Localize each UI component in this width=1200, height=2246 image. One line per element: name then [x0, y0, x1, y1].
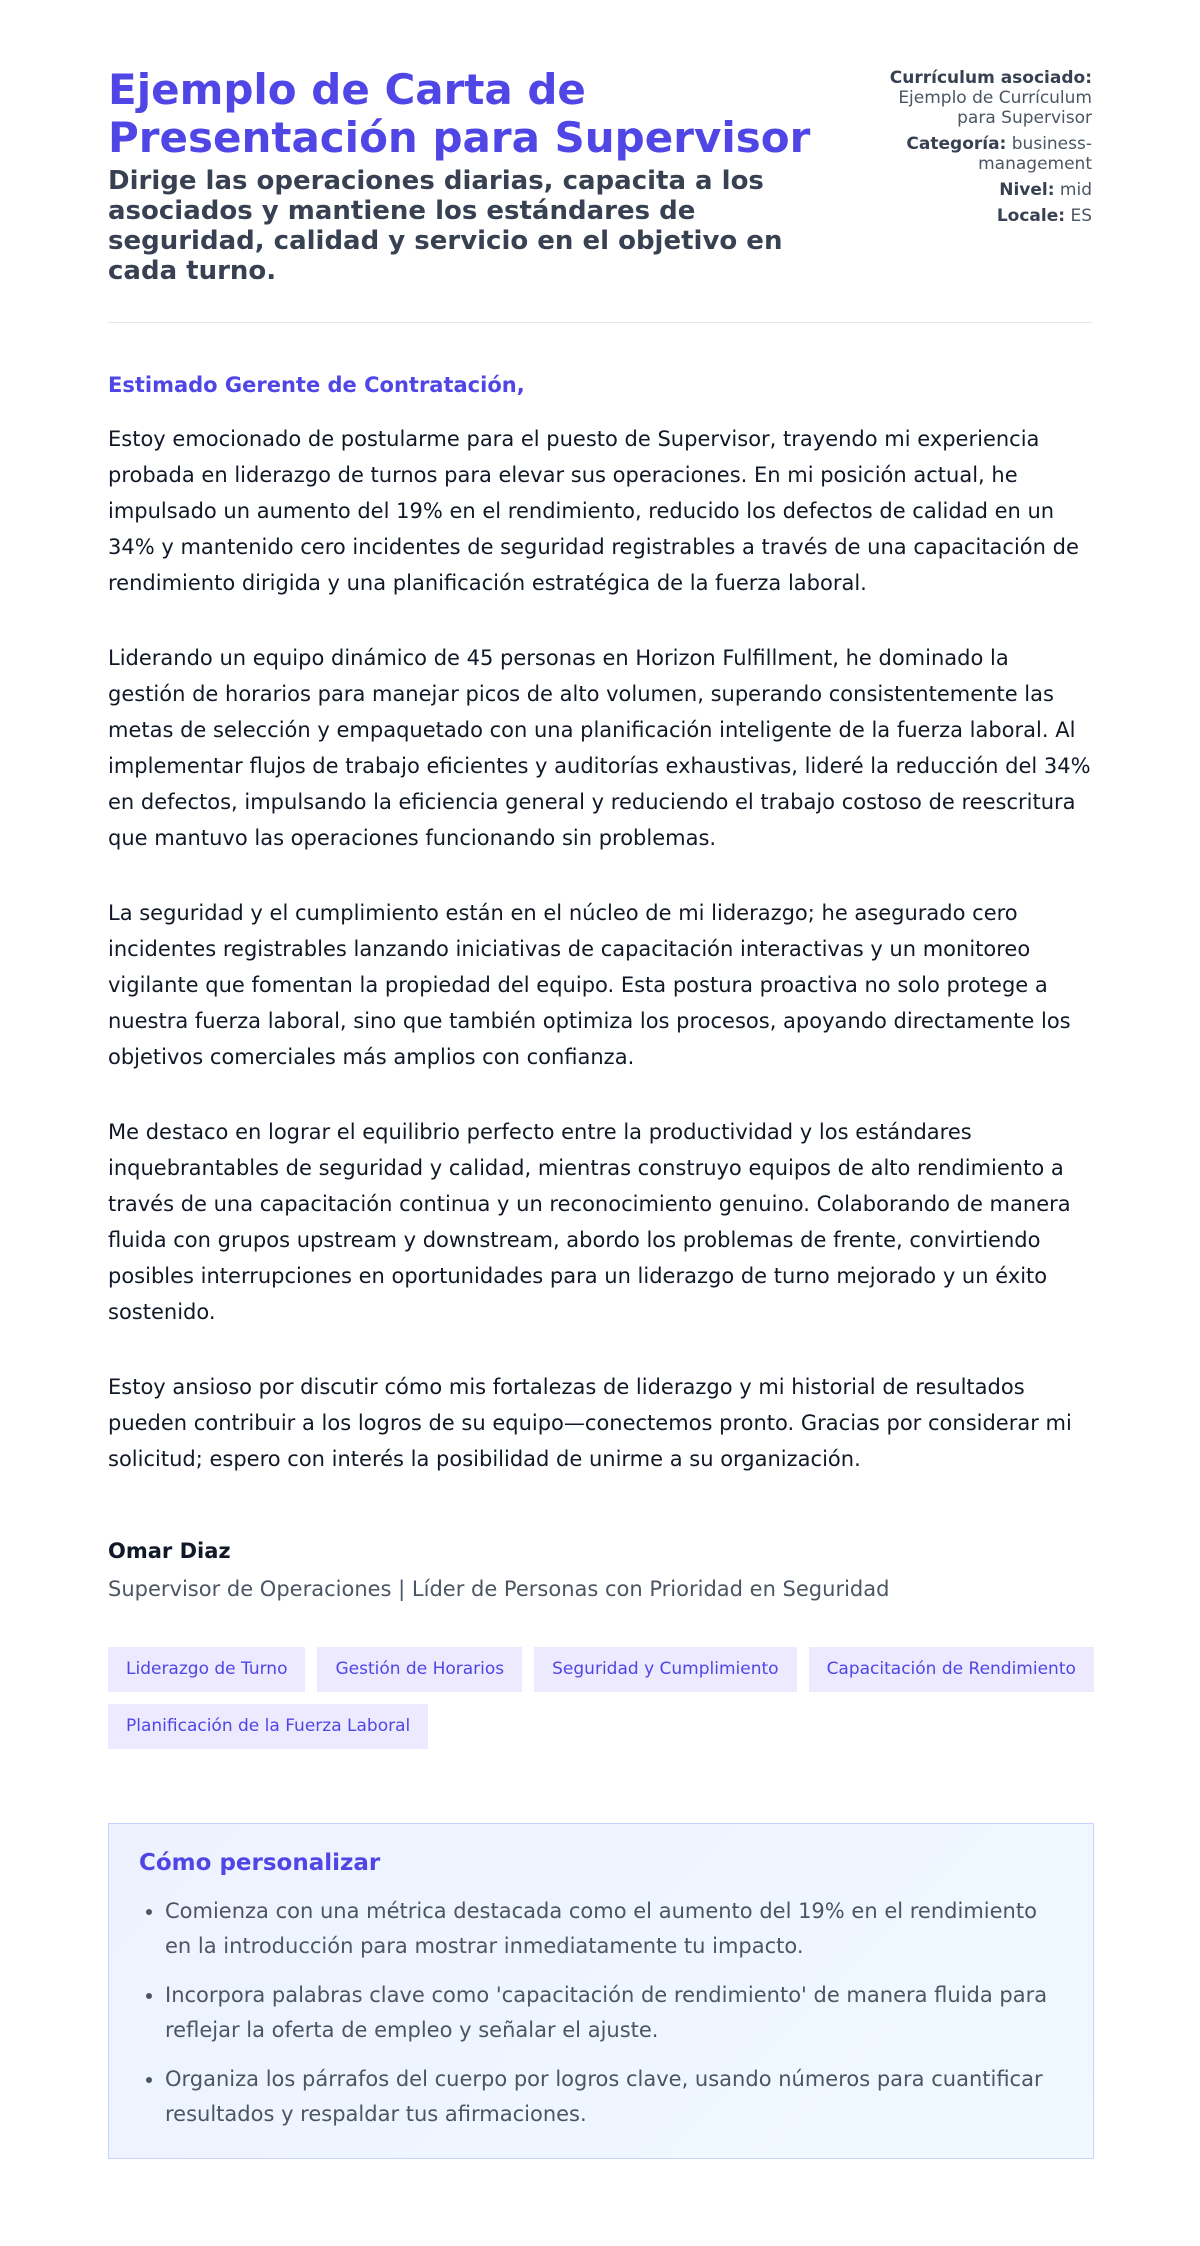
meta-level	[856, 180, 1092, 200]
letter-paragraph: Me destaco en lograr el equilibrio perfecto entre la productividad y los estándares inquebrantables de seguridad y calidad, mientras construyo equipos de alto rendimiento a través de una capacitación continua y un reconocimiento genuino. Colaborando de manera fluida con grupos upstream y downstream, abordo los problemas de frente, convirtiendo posibles interrupciones en oportunidades para un liderazgo de turno mejorado y un éxito sostenido.	[108, 1120, 1071, 1324]
meta-key: Nivel:	[999, 180, 1055, 200]
letter-paragraph: Estoy ansioso por discutir cómo mis fortalezas de liderazgo y mi historial de resultados pueden contribuir a los logros de su equipo—conectemos pronto. Gracias por considerar mi solicitud; espero con interés la posibilidad de unirme a su organización.	[108, 1375, 1072, 1471]
letter-greeting: Estimado Gerente de Contratación,	[108, 373, 525, 397]
meta-category	[856, 134, 1092, 174]
letter-paragraph: La seguridad y el cumplimiento están en el núcleo de mi liderazgo; he asegurado cero incidentes registrables lanzando iniciativas de capacitación interactivas y un monitoreo vigilante que fomentan la propiedad del equipo. Esta postura proactiva no solo protege a nuestra fuerza laboral, sino que también optimiza los procesos, apoyando directamente los objetivos comerciales más amplios con confianza.	[108, 901, 1071, 1069]
meta-locale	[856, 206, 1092, 226]
skill-tag: Liderazgo de Turno	[108, 1647, 305, 1692]
letter-paragraph: Estoy emocionado de postularme para el puesto de Supervisor, trayendo mi experiencia probada en liderazgo de turnos para elevar sus operaciones. En mi posición actual, he impulsado un aumento del 19% en el rendimiento, reducido los defectos de calidad en un 34% y mantenido cero incidentes de seguridad registrables a través de una capacitación de rendimiento dirigida y una planificación estratégica de la fuerza laboral.	[108, 427, 1079, 595]
skill-tag: Planificación de la Fuerza Laboral	[108, 1704, 428, 1749]
meta-key: Categoría:	[906, 134, 1007, 154]
page-subtitle: Dirige las operaciones diarias, capacita a los asociados y mantiene los estándares de seguridad, calidad y servicio en el objetivo en cada turno.	[108, 166, 783, 286]
meta-key: Locale:	[996, 206, 1066, 226]
tips-title: Cómo personalizar	[139, 1850, 381, 1876]
signer-title: Supervisor de Operaciones | Líder de Personas con Prioridad en Seguridad	[108, 1577, 890, 1601]
meta-value: business-management	[978, 134, 1092, 174]
signer-name: Omar Diaz	[108, 1539, 231, 1563]
header-title-block	[108, 66, 856, 286]
letter-paragraph: Liderando un equipo dinámico de 45 personas en Horizon Fulfillment, he dominado la gestión de horarios para manejar picos de alto volumen, superando consistentemente las metas de selección y empaquetado con una planificación inteligente de la fuerza laboral. Al implementar flujos de trabajo eficientes y auditorías exhaustivas, lideré la reducción del 34% en defectos, impulsando la eficiencia general y reduciendo el trabajo costoso de reescritura que mantuvo las operaciones funcionando sin problemas.	[108, 646, 1091, 850]
skill-tag: Seguridad y Cumplimiento	[534, 1647, 796, 1692]
customization-tips	[108, 1823, 1094, 2159]
tip-item: • Incorpora palabras clave como 'capacitación de rendimiento' de manera fluida para reflejar la oferta de empleo y señalar el ajuste.	[165, 1978, 1063, 2048]
skill-tag: Gestión de Horarios	[317, 1647, 522, 1692]
meta-value: ES	[1070, 206, 1092, 226]
meta-key: Currículum asociado:	[889, 68, 1092, 88]
meta-value: Ejemplo de Currículum para Supervisor	[898, 88, 1092, 128]
page-header	[108, 66, 1092, 323]
tip-item: • Organiza los párrafos del cuerpo por logros clave, usando números para cuantificar resultados y respaldar tus afirmaciones.	[165, 2062, 1063, 2132]
meta-info	[856, 66, 1092, 232]
meta-resume	[856, 68, 1092, 128]
skill-tags	[108, 1647, 1098, 1749]
skill-tag: Capacitación de Rendimiento	[809, 1647, 1094, 1692]
tip-item: • Comienza con una métrica destacada como el aumento del 19% en el rendimiento en la introducción para mostrar inmediatamente tu impacto.	[165, 1894, 1063, 1964]
page-title: Ejemplo de Carta de Presentación para Supervisor	[108, 65, 811, 162]
tips-list	[139, 1894, 1063, 2132]
meta-value: mid	[1059, 180, 1092, 200]
